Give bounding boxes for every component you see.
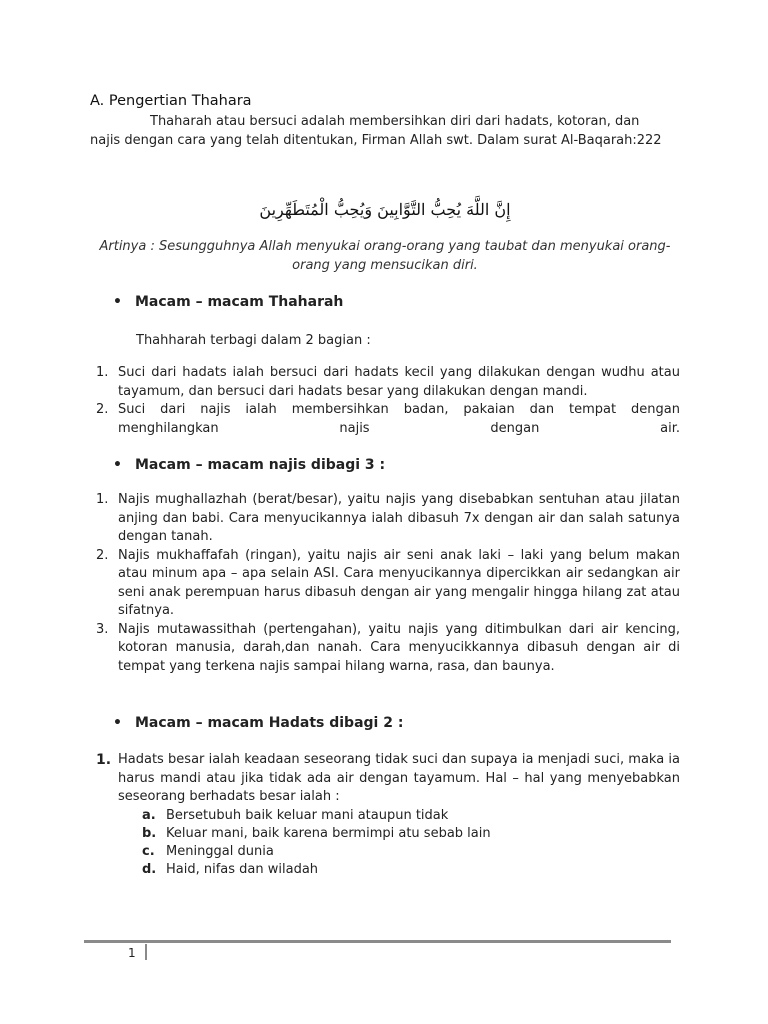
bullet-icon: • — [113, 294, 122, 310]
page-number: 1 — [128, 946, 136, 960]
sub-item-letter: c. — [142, 843, 155, 859]
list-item — [90, 621, 680, 677]
sub-item-text: Keluar mani, baik karena bermimpi atu sebab lain — [166, 825, 491, 841]
intro-first-line: Thaharah atau bersuci adalah membersihkan diri dari hadats, kotoran, dan — [150, 114, 640, 129]
item-text: Suci dari najis ialah membersihkan badan, pakaian dan tempat dengan menghilangkan najis dengan air. — [118, 402, 680, 436]
item-number: 2. — [96, 402, 109, 417]
sub-item-letter: a. — [142, 807, 156, 823]
list-item — [90, 547, 680, 621]
section-title: Macam – macam Thaharah — [135, 294, 344, 310]
hadats-list — [90, 751, 680, 879]
item-number: 1. — [96, 752, 112, 768]
list-item — [90, 401, 680, 438]
sub-item-text: Haid, nifas dan wiladah — [166, 861, 319, 877]
intro-paragraph — [90, 112, 680, 150]
najis-list — [90, 491, 680, 676]
item-text: Najis mutawassithah (pertengahan), yaitu najis yang ditimbulkan dari air kencing, kotoran manusia, darah,dan nanah. Cara menyucikkannya dibasuh dengan air di tempat yang terkena najis sampai hilang warna, rasa, dan baunya. — [118, 621, 680, 674]
item-text: Hadats besar ialah keadaan seseorang tidak suci dan supaya ia menjadi suci, maka ia harus mandi atau jika tidak ada air dengan tayamum. Hal – hal yang menyebabkan seseorang berhadats besar ialah : — [118, 752, 680, 804]
item-number: 1. — [96, 492, 109, 507]
item-number: 2. — [96, 547, 109, 563]
bullet-icon: • — [113, 715, 122, 731]
item-text: Najis mukhaffafah (ringan), yaitu najis air seni anak laki – laki yang belum makan atau minum apa – apa selain ASI. Cara menyucikannya dipercikkan air sedangkan air seni anak perempuan harus dibasuh dengan air yang mengalir hingga hilang zat atau sifatnya. — [118, 547, 680, 618]
sub-list — [118, 807, 680, 879]
sub-list-item — [142, 825, 680, 843]
bullet-icon: • — [113, 457, 122, 473]
section-title: Macam – macam Hadats dibagi 2 : — [135, 715, 404, 731]
sub-item-text: Bersetubuh baik keluar mani ataupun tidak — [166, 807, 449, 823]
item-text: Najis mughallazhah (berat/besar), yaitu najis yang disebabkan sentuhan atau jilatan anjing dan babi. Cara menyucikannya ialah dibasuh 7x dengan air dan salah satunya dengan tanah. — [118, 492, 680, 544]
item-number: 1. — [96, 365, 109, 380]
list-item — [90, 364, 680, 401]
section-subtitle: Thahharah terbagi dalam 2 bagian : — [136, 333, 371, 348]
section-title: Macam – macam najis dibagi 3 : — [135, 457, 386, 473]
thaharah-list — [90, 364, 680, 438]
section-heading: A. Pengertian Thahara — [90, 93, 252, 109]
sub-list-item — [142, 861, 680, 879]
footer-divider — [84, 940, 671, 943]
sub-item-letter: d. — [142, 861, 157, 877]
item-text: Suci dari hadats ialah bersuci dari hadats kecil yang dilakukan dengan wudhu atau tayamum, dan bersuci dari hadats besar yang dilakukan dengan mandi. — [118, 365, 680, 399]
arabic-verse: إِنَّ اللَّهَ يُحِبُّ التَّوَّابِينَ وَيُحِبُّ الْمُتَطَهِّرِينَ — [259, 200, 511, 219]
sub-list-item — [142, 843, 680, 861]
list-item — [90, 751, 680, 879]
page-number-bar — [145, 944, 147, 960]
list-item — [90, 491, 680, 547]
sub-item-text: Meninggal dunia — [166, 843, 274, 859]
sub-list-item — [142, 807, 680, 825]
intro-rest: najis dengan cara yang telah ditentukan, Firman Allah swt. Dalam surat Al-Baqarah:222 — [90, 133, 662, 148]
item-number: 3. — [96, 621, 109, 637]
sub-item-letter: b. — [142, 825, 157, 841]
verse-translation: Artinya : Sesungguhnya Allah menyukai orang-orang yang taubat dan menyukai orang-orang yang mensucikan diri. — [99, 239, 671, 273]
